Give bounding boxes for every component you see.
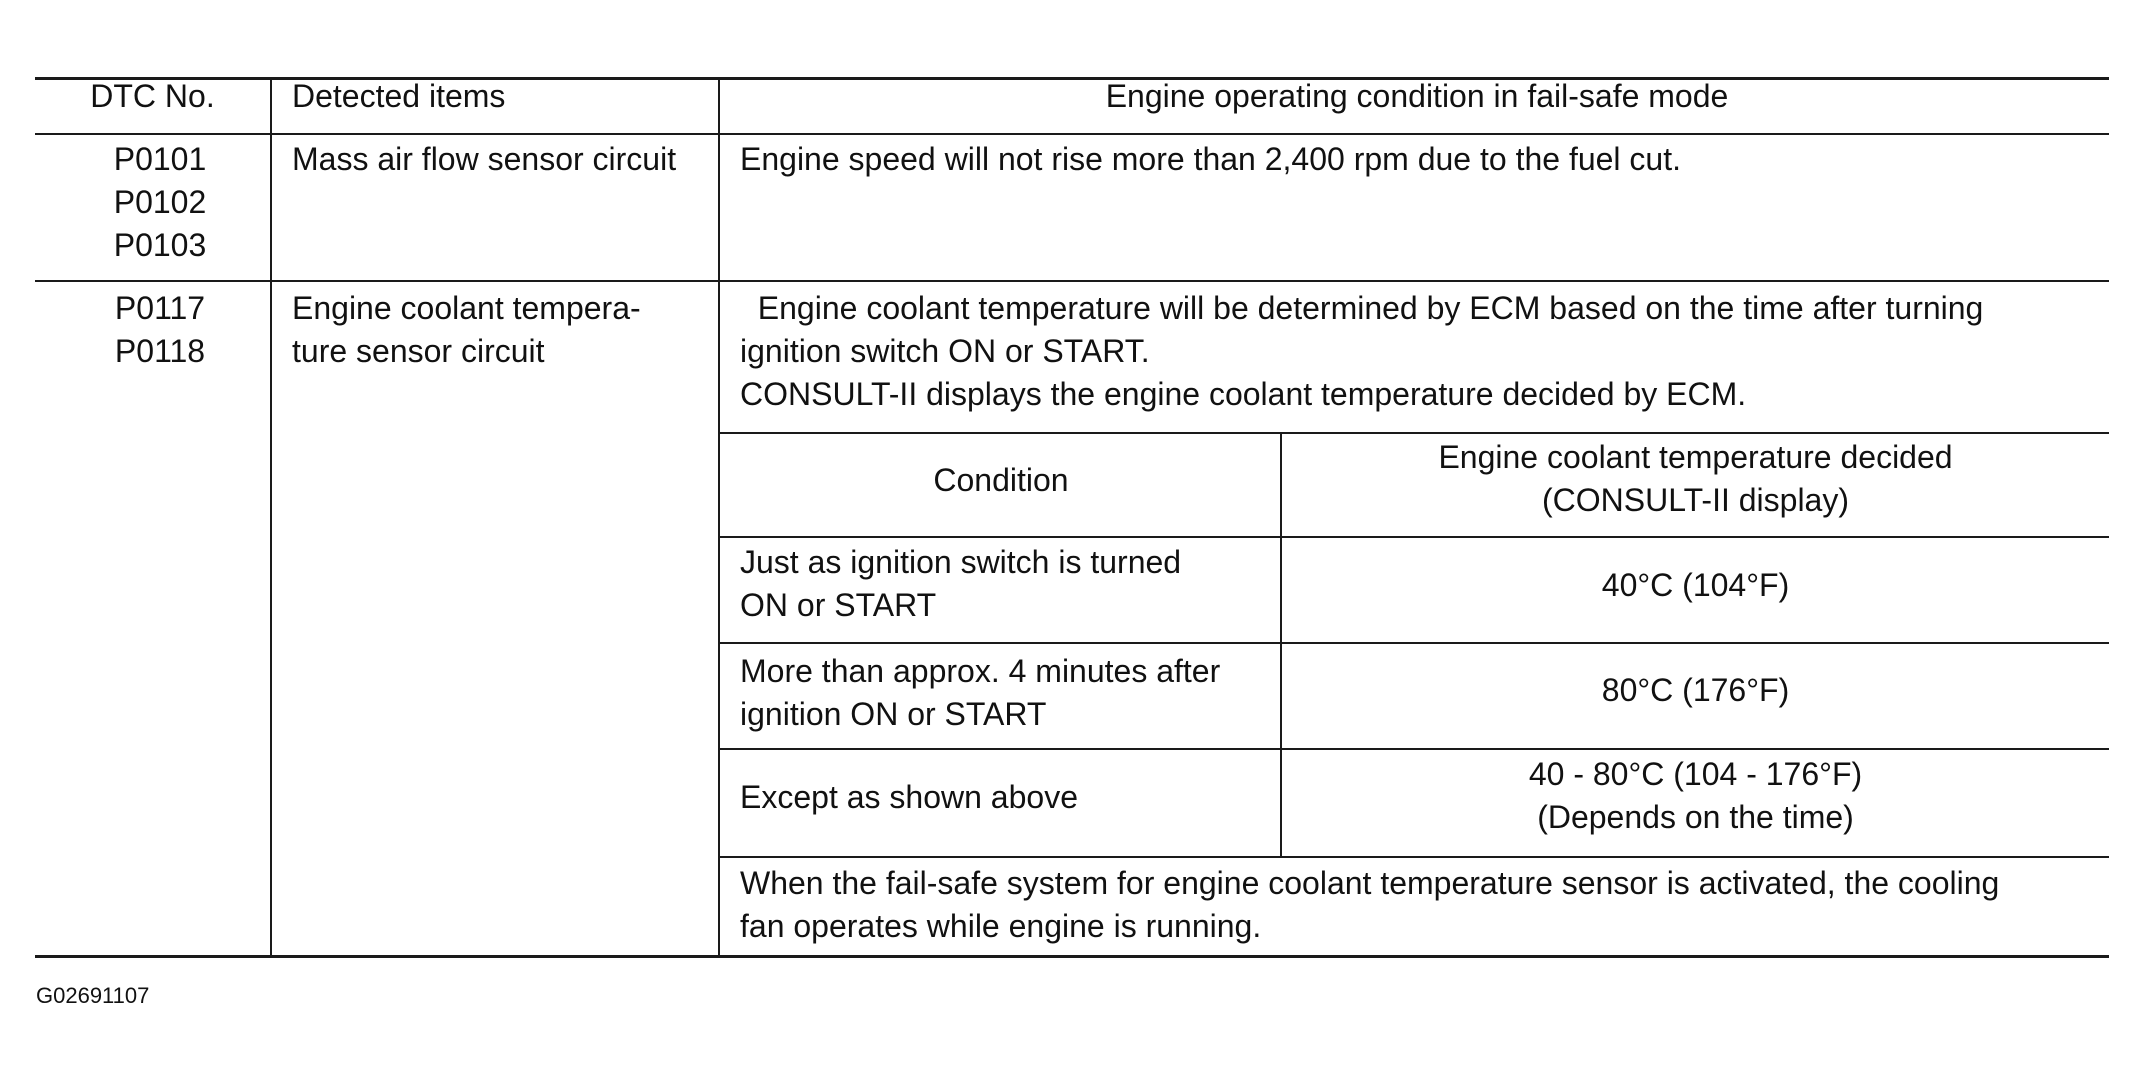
subtable-bottom-rule xyxy=(720,856,2109,858)
row2-dtc-2: P0118 xyxy=(114,333,206,369)
subtable-row2-temperature: 80°C (176°F) xyxy=(1601,672,1790,708)
subtable-header-temperature-line1: Engine coolant temperature decided xyxy=(1438,439,1953,475)
subtable-row1-bottom-rule xyxy=(720,642,2109,644)
row2-intro-line1: Engine coolant temperature will be determined by ECM based on the time after turning xyxy=(740,290,1984,326)
subtable-row2-condition-line2: ignition ON or START xyxy=(740,696,1047,732)
column-divider-detected xyxy=(718,77,720,958)
row2-intro-line3: CONSULT-II displays the engine coolant temperature decided by ECM. xyxy=(740,376,1747,412)
figure-id: G02691107 xyxy=(36,983,150,1008)
row1-dtc-3: P0103 xyxy=(113,227,207,263)
subtable-row2-condition-line1: More than approx. 4 minutes after xyxy=(740,653,1221,689)
row1-dtc-2: P0102 xyxy=(113,184,207,220)
row2-detected-line1: Engine coolant tempera- xyxy=(292,290,641,326)
row2-note-line1: When the fail-safe system for engine coolant temperature sensor is activated, the cooling xyxy=(740,865,2000,901)
header-dtc: DTC No. xyxy=(90,78,215,114)
header-detected: Detected items xyxy=(292,78,506,114)
row2-note-line2: fan operates while engine is running. xyxy=(740,908,1262,944)
row1-condition: Engine speed will not rise more than 2,400 rpm due to the fuel cut. xyxy=(740,141,1681,177)
subtable-header-temperature-line2: (CONSULT-II display) xyxy=(1541,482,1849,518)
subtable-row1-condition-line2: ON or START xyxy=(740,587,937,623)
subtable-row3-condition: Except as shown above xyxy=(740,779,1078,815)
subtable-top-rule xyxy=(720,432,2109,434)
row2-dtc-1: P0117 xyxy=(114,290,206,326)
row1-dtc-1: P0101 xyxy=(113,141,207,177)
row2-detected-line2: ture sensor circuit xyxy=(292,333,545,369)
row1-detected: Mass air flow sensor circuit xyxy=(292,141,677,177)
subtable-row1-temperature: 40°C (104°F) xyxy=(1601,567,1790,603)
table-bottom-rule xyxy=(35,955,2109,958)
subtable-row3-temperature-line2: (Depends on the time) xyxy=(1537,799,1854,835)
subtable-row3-temperature-line1: 40 - 80°C (104 - 176°F) xyxy=(1528,756,1863,792)
header-bottom-rule xyxy=(35,133,2109,135)
subtable-row1-condition-line1: Just as ignition switch is turned xyxy=(740,544,1182,580)
row2-intro-line2: ignition switch ON or START. xyxy=(740,333,1150,369)
subtable-header-bottom-rule xyxy=(720,536,2109,538)
subtable-row2-bottom-rule xyxy=(720,748,2109,750)
row1-bottom-rule xyxy=(35,280,2109,282)
subtable-header-condition: Condition xyxy=(933,462,1069,498)
header-condition: Engine operating condition in fail-safe mode xyxy=(1105,78,1729,114)
